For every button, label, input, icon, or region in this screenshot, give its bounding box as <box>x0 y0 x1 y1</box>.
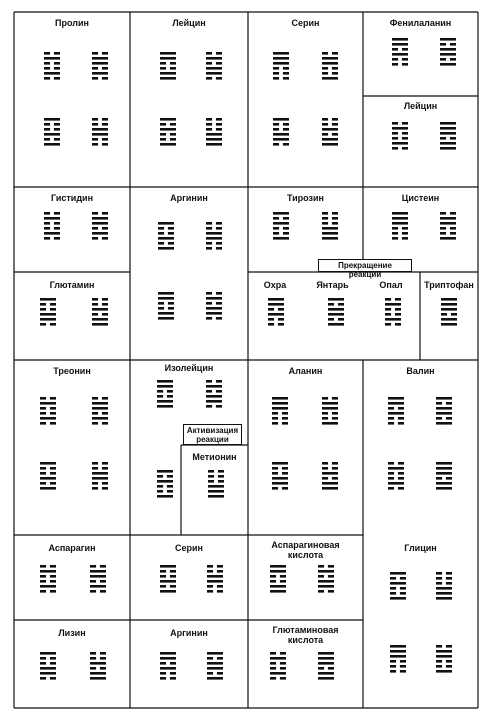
cell-label-amber: Янтарь <box>316 280 349 290</box>
hexagram-glyph <box>40 652 56 680</box>
hexagram-glyph <box>160 565 176 593</box>
cell-label-serine: Серин <box>291 18 320 28</box>
stop-codon-callout: Прекращение реакции <box>318 259 412 272</box>
hexagram-glyph <box>322 462 338 490</box>
hexagram-glyph <box>388 462 404 490</box>
hexagram-glyph <box>322 52 338 80</box>
hexagram-glyph <box>40 565 56 593</box>
hexagram-glyph <box>390 645 406 673</box>
cell-label-cysteine: Цистеин <box>401 193 440 203</box>
hexagram-glyph <box>40 298 56 326</box>
cell-label-glutamic-acid: Глютаминовая кислота <box>272 625 339 645</box>
hexagram-glyph <box>273 52 289 80</box>
start-codon-callout: Активизация реакции <box>183 424 242 445</box>
hexagram-glyph <box>92 397 108 425</box>
hexagram-glyph <box>90 652 106 680</box>
cell-label-histidine: Гистидин <box>50 193 94 203</box>
hexagram-glyph <box>388 397 404 425</box>
hexagram-glyph <box>92 118 108 146</box>
hexagram-glyph <box>322 212 338 240</box>
cell-label-lysine: Лизин <box>58 628 86 638</box>
cell-label-leucine: Лейцин <box>172 18 206 28</box>
hexagram-glyph <box>440 122 456 150</box>
cell-label-proline: Пролин <box>55 18 89 28</box>
hexagram-glyph <box>40 462 56 490</box>
hexagram-glyph <box>44 118 60 146</box>
hexagram-glyph <box>206 292 222 320</box>
hexagram-glyph <box>270 565 286 593</box>
hexagram-glyph <box>92 298 108 326</box>
hexagram-glyph <box>272 462 288 490</box>
hexagram-glyph <box>158 292 174 320</box>
cell-label-threonine: Треонин <box>53 366 91 376</box>
cell-label-opal: Опал <box>379 280 403 290</box>
hexagram-glyph <box>436 572 452 600</box>
hexagram-glyph <box>440 212 456 240</box>
cell-label-arginine: Аргинин <box>170 628 208 638</box>
hexagram-glyph <box>440 38 456 66</box>
hexagram-glyph <box>207 652 223 680</box>
hexagram-glyph <box>436 397 452 425</box>
hexagram-glyph <box>436 462 452 490</box>
hexagram-glyph <box>206 380 222 408</box>
hexagram-glyph <box>92 462 108 490</box>
hexagram-glyph <box>90 565 106 593</box>
hexagram-glyph <box>160 52 176 80</box>
hexagram-glyph <box>441 298 457 326</box>
cell-label-phenylalanine: Фенилаланин <box>389 18 452 28</box>
hexagram-glyph <box>436 645 452 673</box>
hexagram-glyph <box>44 52 60 80</box>
cell-label-tryptophan: Триптофан <box>424 280 474 290</box>
hexagram-glyph <box>390 572 406 600</box>
cell-label-ochre: Охра <box>263 280 287 290</box>
cell-label-glycine: Глицин <box>404 543 437 553</box>
cell-label-methionine: Метионин <box>192 452 237 462</box>
hexagram-glyph <box>268 298 284 326</box>
hexagram-glyph <box>273 118 289 146</box>
cell-label-tyrosine: Тирозин <box>286 193 324 203</box>
hexagram-glyph <box>318 565 334 593</box>
hexagram-glyph <box>44 212 60 240</box>
hexagram-glyph <box>206 222 222 250</box>
hexagram-glyph <box>392 212 408 240</box>
hexagram-glyph <box>157 470 173 498</box>
cell-label-isoleucine: Изолейцин <box>164 363 214 373</box>
cell-label-glutamine: Глютамин <box>49 280 95 290</box>
hexagram-glyph <box>322 118 338 146</box>
hexagram-glyph <box>160 118 176 146</box>
hexagram-glyph <box>318 652 334 680</box>
hexagram-glyph <box>92 52 108 80</box>
hexagram-glyph <box>92 212 108 240</box>
cell-label-arginine: Аргинин <box>170 193 208 203</box>
hexagram-glyph <box>328 298 344 326</box>
hexagram-glyph <box>273 212 289 240</box>
hexagram-glyph <box>206 52 222 80</box>
cell-label-valine: Валин <box>406 366 435 376</box>
hexagram-glyph <box>322 397 338 425</box>
cell-label-asparagine: Аспарагин <box>48 543 96 553</box>
cell-label-alanine: Аланин <box>288 366 323 376</box>
cell-label-serine: Серин <box>175 543 203 553</box>
hexagram-glyph <box>385 298 401 326</box>
hexagram-glyph <box>160 652 176 680</box>
hexagram-glyph <box>392 38 408 66</box>
hexagram-glyph <box>208 470 224 498</box>
hexagram-glyph <box>158 222 174 250</box>
hexagram-glyph <box>40 397 56 425</box>
hexagram-glyph <box>270 652 286 680</box>
hexagram-glyph <box>392 122 408 150</box>
cell-label-aspartic-acid: Аспарагиновая кислота <box>271 540 340 560</box>
hexagram-glyph <box>207 565 223 593</box>
hexagram-glyph <box>206 118 222 146</box>
hexagram-glyph <box>157 380 173 408</box>
hexagram-glyph <box>272 397 288 425</box>
cell-label-leucine: Лейцин <box>403 101 438 111</box>
